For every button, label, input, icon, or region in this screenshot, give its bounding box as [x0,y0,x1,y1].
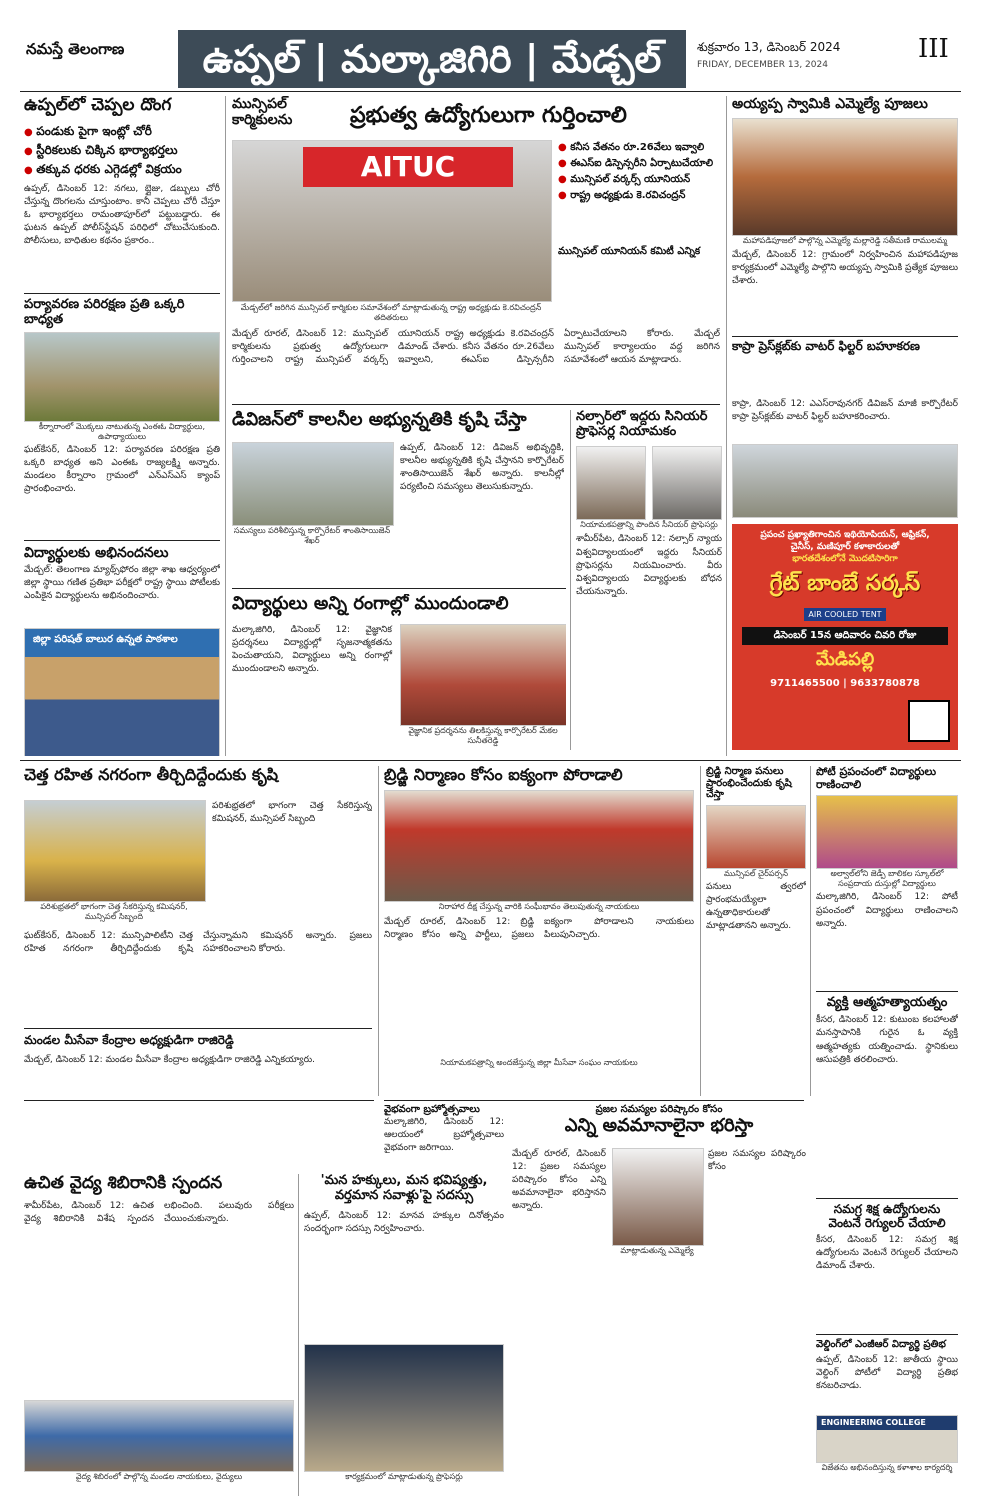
vaikunta-headline: వైభవంగా బ్రహ్మోత్సవాలు [384,1104,480,1115]
professor-photo [576,446,646,520]
filter-photo [732,444,958,518]
rights-photo [304,1344,504,1472]
qr-code-icon [908,700,950,742]
samagra-headline: సమగ్ర శిక్ష ఉద్యోగులను వెంటనే రెగ్యులర్ చేయాలి [828,1202,946,1231]
nalsar-article [576,410,722,750]
colony-body: ఉప్పల్, డిసెంబర్ 12: డివిజన్ అభివృద్ధికి, కాలనీల అభ్యున్నతికి కృషి చేస్తానని కార్పొరేటర్ శాంతిసాయిజెన్ శేఖర్ అన్నారు. కాలనీల్లో పర్యటించి సమస్యలు తెలుసుకున్నారు. [400,443,564,493]
right-lower-column [816,766,958,1498]
medical-headline: ఉచిత వైద్య శిబిరానికి స్పందన [24,1174,223,1193]
ayyappa-photo [732,118,958,236]
aituc-bullet: ● రాష్ట్ర అధ్యక్షుడు కె.రవిచంద్రన్ [558,188,720,204]
env-photo [24,332,220,422]
congrats-body: మేడ్చల్: తెలంగాణ మ్యాథ్స్‌ఫోరం జిల్లా శాఖ ఆధ్వర్యంలో జిల్లా స్థాయి గణిత ప్రతిభా పరీక్షలో రాష్ట్ర స్థాయి పోటీలకు ఎంపికైన విద్యార్థులను అభినందించారు. [24,565,220,602]
students-caption: వైజ్ఞానిక ప్రదర్శనను తిలకిస్తున్న కార్పొరేటర్ మేకల సునీతరెడ్డి [408,726,558,745]
filter-article [732,398,958,520]
meeseva-body: మేడ్చల్, డిసెంబర్ 12: మండల మీసేవా కేంద్రాల అధ్యక్షుడిగా రాజిరెడ్డి ఎన్నికయ్యారు. [24,1055,315,1065]
medical-photo [24,1400,294,1472]
date-english: FRIDAY, DECEMBER 13, 2024 [697,60,828,70]
welding-photo [816,1415,958,1463]
vaikunta-body: మల్కాజిగిరి, డిసెంబర్ 12: ఆలయంలో బ్రహ్మోత్సవాలు వైభవంగా జరిగాయి. [384,1116,504,1153]
nalsar-body: శామీర్‌పేట, డిసెంబర్ 12: నల్సార్ న్యాయ విశ్వవిద్యాలయంలో ఇద్దరు సీనియర్ ప్రొఫెసర్లను నియమించారు. వీరు విశ్వవిద్యాలయ విద్యార్థులకు బోధన చేయనున్నారు. [576,534,722,597]
ad-place: మేడిపల్లి [815,649,875,671]
thief-headline: ఉప్పల్‌లో చెప్పల దొంగ [24,96,172,115]
ad-line1: ప్రపంచ ప్రఖ్యాతిగాంచిన ఇథియోపియన్, ఆఫ్రికన్, [760,530,930,540]
students-body: మల్కాజిగిరి, డిసెంబర్ 12: వైజ్ఞానిక ప్రదర్శనలు విద్యార్థుల్లో సృజనాత్మకతను పెంచుతాయని, విద్యార్థులు అన్ని రంగాల్లో ముందుండాలని అన్నారు. [232,625,392,675]
filter-body: కాప్రా, డిసెంబర్ 12: ఎఎస్‌రావునగర్ డివిజన్ మాజీ కార్పొరేటర్ కాప్రా ప్రెస్‌క్లబ్‌కు వాటర్ ఫిల్టర్ బహూకరించారు. [732,399,958,423]
bridge-works-article [706,766,806,1096]
masthead [0,0,981,92]
students-photo [400,624,566,726]
bridge-article [384,766,694,1056]
rights-caption: కార్యక్రమంలో మాట్లాడుతున్న ప్రొఫెసర్లు [345,1471,463,1481]
rights-headline: 'మన హక్కులు, మన భవిష్యత్తు, వర్తమాన సవాళ్లు'పై సదస్సు [320,1174,488,1203]
competition-headline: పోటీ ప్రపంచంలో విద్యార్థులు రాణించాలి [816,766,937,791]
insults-body: మేడ్చల్ రూరల్, డిసెంబర్ 12: ప్రజల సమస్యల పరిష్కారం కోసం ఎన్ని అవమానాలైనా భరిస్తానని అన్నారు. [512,1149,606,1212]
aituc-article [232,96,720,396]
clean-city-body: ఘట్‌కేసర్, డిసెంబర్ 12: మున్సిపాలిటీని చెత్త రహిత నగరంగా తీర్చిదిద్దేందుకు కృషి చేస్తున్నామని కమిషనర్ అన్నారు. ప్రజలు సహకరించాలని కోరారు. [24,931,372,955]
insults-headline: ఎన్ని అవమానాలైనా భరిస్తా [564,1114,754,1136]
colony-photo [232,442,394,526]
ayyappa-caption: మహాపడిపూజలో పాల్గొన్న ఎమ్మెల్యే మల్లారెడ్డి సతీమణి రాములమ్మ [742,236,948,246]
edition-title: ఉప్పల్ | మల్కాజిగిరి | మేడ్చల్ [178,30,686,88]
clean-city-caption: పరిశుభ్రతలో భాగంగా చెత్త సేకరిస్తున్న కమిషనర్, మున్సిపల్ సిబ్బంది [40,902,188,921]
page-number: III [918,34,949,64]
aituc-kicker: మున్సిపల్ కార్మికులను [232,96,293,129]
left-column [24,96,220,756]
samagra-body: కీసర, డిసెంబర్ 12: సమగ్ర శిక్ష ఉద్యోగులను వెంటనే రెగ్యులర్ చేయాలని డిమాండ్ చేశారు. [816,1235,958,1272]
thief-body: ఉప్పల్, డిసెంబర్ 12: నగలు, బ్లైజు, డబ్బులు చోరీ చేస్తున్న దొంగలను చూస్తుంటాం. కానీ చెప్పలు చోరీ చేస్తూ ఓ భార్యాభర్తలు రామంతాపూర్‌లో పట్టుబడ్డారు. ఈ ఘటన ఉప్పల్ పోలీస్‌స్టేషన్ పరిధిలో చోటుచేసుకుంది. పోలీసులు, బాధితుల కథనం ప్రకారం.. [24,184,220,247]
chairperson-photo [706,805,806,869]
welding-body: ఉప్పల్, డిసెంబర్ 12: జాతీయ స్థాయి వెల్డింగ్ పోటీలో విద్యార్థి ప్రతిభ కనబరిచాడు. [816,1354,958,1391]
medical-body: శామీర్‌పేట, డిసెంబర్ 12: ఉచిత వైద్య శిబిరానికి విశేష స్పందన లభించింది. పలువురు పరీక్షలు చేయించుకున్నారు. [24,1200,294,1224]
suicide-body: కీసర, డిసెంబర్ 12: కుటుంబ కలహాలతో మనస్తాపానికి గురైన ఓ వ్యక్తి ఆత్మహత్యకు యత్నించాడు. స్థానికులు ఆసుపత్రికి తరలించారు. [816,1015,958,1065]
professor-photo [652,446,722,520]
colony-article [232,410,564,582]
medical-article [24,1174,294,1496]
thief-bullet: ● తక్కువ ధరకు ఎగ్గెడల్లో విక్రయం [24,160,220,179]
colony-headline: డివిజన్‌లో కాలనీల అభ్యున్నతికి కృషి చేస్తా [232,410,527,430]
bridge-works-body: పనులు త్వరలో ప్రారంభమయ్యేలా ఉన్నతాధికారులతో మాట్లాడతానని అన్నారు. [706,882,806,932]
insults-body-2: ప్రజల సమస్యల పరిష్కారం కోసం [708,1149,806,1173]
bridge-works-caption: మున్సిపల్ చైర్‌పర్సన్ [724,868,788,878]
aituc-bullet: ● మున్సిపల్ వర్కర్స్ యూనియన్ [558,172,720,188]
bridge-body: మేడ్చల్ రూరల్, డిసెంబర్ 12: బ్రిడ్జి నిర్మాణం కోసం అన్ని పార్టీలు, ప్రజలు ఐక్యంగా పోరాడాలని నాయకులు పిలుపునిచ్చారు. [384,916,694,941]
ayyappa-headline: అయ్యప్ప స్వామికి ఎమ్మెల్యే పూజలు [732,96,928,112]
mla-photo [612,1148,704,1246]
circus-ad [732,524,958,750]
env-caption: కీర్నారాంలో మొక్కలు నాటుతున్న ఎంఈఓ విద్యార్థులు, ఉపాధ్యాయులు [38,421,205,441]
aituc-caption: మేడ్చల్‌లో జరిగిన మున్సిపల్ కార్మికుల సమావేశంలో మాట్లాడుతున్న రాష్ట్ర అధ్యక్షుడు కె.రవిచంద్రన్ తదితరులు [240,303,542,322]
welding-caption: విజేతను అభినందిస్తున్న కళాశాల కార్యదర్శి [821,1462,953,1472]
bridge-headline: బ్రిడ్జి నిర్మాణం కోసం ఐక్యంగా పోరాడాలి [384,766,623,784]
insults-kicker: ప్రజల సమస్యల పరిష్కారం కోసం [595,1104,723,1115]
school-sign: జిల్లా పరిషత్ బాలుర ఉన్నత పాఠశాల [33,634,178,646]
aituc-body: మేడ్చల్ రూరల్, డిసెంబర్ 12: మున్సిపల్ కార్మికులను ప్రభుత్వ ఉద్యోగులుగా గుర్తించాలని రాష్ట్ర మున్సిపల్ వర్కర్స్ యూనియన్ రాష్ట్ర అధ్యక్షుడు కె.రవిచంద్రన్ డిమాండ్ చేశారు. కనీస వేతనం రూ.26వేలు ఇవ్వాలని, ఈఎస్ఐ డిస్పెన్సరీని ఏర్పాటుచేయాలని కోరారు. మేడ్చల్ మున్సిపల్ కార్యాలయం వద్ద జరిగిన సమావేశంలో ఆయన మాట్లాడారు. [232,329,720,366]
filter-headline: కాప్రా ప్రెస్‌క్లబ్‌కు వాటర్ ఫిల్టర్ బహూకరణ [732,338,920,353]
env-headline: పర్యావరణ పరిరక్షణ ప్రతి ఒక్కరి బాధ్యత [24,297,185,328]
ad-tag: AIR COOLED TENT [804,608,885,621]
clean-city-headline: చెత్త రహిత నగరంగా తీర్చిదిద్దేందుకు కృషి [24,766,279,784]
college-sign: ENGINEERING COLLEGE [821,1417,926,1427]
ad-phone: 9711465500 | 9633780878 [770,678,920,690]
colony-caption: సమస్యలు పరిశీలిస్తున్న కార్పొరేటర్ శాంతిసాయిజెన్ శేఖర్ [233,526,391,545]
congrats-headline: విద్యార్థులకు అభినందనలు [24,545,169,562]
competition-caption: అల్వాల్‌లోని జెడ్పీ బాలికల స్కూల్‌లో సంప్రదాయ దుస్తుల్లో విద్యార్థులు [830,869,944,888]
competition-photo [816,795,958,869]
suicide-headline: వ్యక్తి ఆత్మహత్యాయత్నం [826,995,948,1011]
thief-bullet: ● స్టీరికలుకు చిక్కిన భార్యాభర్తలు [24,141,220,160]
ad-line3: భారతదేశంలోనే మొదటిసారిగా [792,554,898,564]
ayyappa-article [732,96,958,396]
congrats-photo [24,628,220,756]
clean-city-article [24,766,372,1094]
nalsar-headline: నల్సార్‌లో ఇద్దరు సీనియర్ ప్రొఫెసర్ల నియామకం [576,410,708,439]
ad-title: గ్రేట్ బాంబే సర్కస్ [769,571,921,596]
aituc-bullets [558,140,720,204]
newspaper-brand: నమస్తే తెలంగాణ [26,40,125,58]
aituc-photo [232,140,552,302]
ad-date: డిసెంబర్ 15న ఆదివారం చివరి రోజు [742,627,948,645]
insults-article [512,1104,806,1496]
ad-line2: చైనీస్, మణిపూర్ కళాకారులతో [790,542,900,552]
aituc-bullet: ● ఈఎస్ఐ డిస్పెన్సరీని ఏర్పాటుచేయాలి [558,156,720,172]
clean-city-photo [24,800,206,902]
bridge-caption: నిరాహార దీక్ష చేస్తున్న వారికి సంఘీభావం తెలుపుతున్న నాయకులు [438,902,640,912]
aituc-headline: ప్రభుత్వ ఉద్యోగులుగా గుర్తించాలి [350,102,627,128]
students-article [232,594,566,754]
env-body: ఘట్‌కేసర్, డిసెంబర్ 12: పర్యావరణ పరిరక్షణ ప్రతి ఒక్కరి బాధ్యత అని ఎంఈఓ రాజ్యలక్ష్మి అన్నారు. మండలం కీర్నారాం గ్రామంలో ఎన్‌ఎస్‌ఎస్ క్యాంప్ ప్రారంభించారు. [24,445,220,495]
bridge-works-headline: బ్రిడ్జి నిర్మాణ పనులు ప్రారంభించేందుకు కృషి చేస్తా [706,766,792,800]
vaikunta-article [384,1104,504,1170]
students-headline: విద్యార్థులు అన్ని రంగాల్లో ముందుండాలి [232,594,509,614]
masthead-rule [20,91,961,92]
meeseva-caption: నియామకపత్రాన్ని అందజేస్తున్న జిల్లా మీసేవా సంఘం నాయకులు [440,1058,638,1067]
nalsar-caption: నియామకపత్రాన్ని పొందిన సీనియర్ ప్రొఫెసర్లు [580,519,718,529]
competition-body: మల్కాజిగిరి, డిసెంబర్ 12: పోటీ ప్రపంచంలో విద్యార్థులు రాణించాలని అన్నారు. [816,892,958,929]
rights-body: ఉప్పల్, డిసెంబర్ 12: మానవ హక్కుల దినోత్సవం సందర్భంగా సదస్సు నిర్వహించారు. [304,1210,504,1234]
meeseva-photo-block [384,1058,694,1098]
clean-city-body-2: పరిశుభ్రతలో భాగంగా చెత్త సేకరిస్తున్న కమిషనర్, మున్సిపల్ సిబ్బంది [212,801,372,825]
aituc-banner: AITUC [303,147,513,187]
bridge-photo [384,790,694,902]
aituc-bullet: ● కనీస వేతనం రూ.26వేలు ఇవ్వాలి [558,140,720,156]
meeseva-headline: మండల మీసేవా కేంద్రాల అధ్యక్షుడిగా రాజిరెడ్డి [24,1033,234,1047]
date-telugu: శుక్రవారం 13, డిసెంబర్ 2024 [697,40,841,54]
rights-article [304,1174,504,1496]
ayyappa-body: మేడ్చల్, డిసెంబర్ 12: గ్రామంలో నిర్వహించిన మహాపడిపూజ కార్యక్రమంలో ఎమ్మెల్యే పాల్గొని అయ్యప్ప స్వామికి ప్రత్యేక పూజలు చేశారు. [732,249,958,286]
medical-caption: వైద్య శిబిరంలో పాల్గొన్న మండల నాయకులు, వైద్యులు [75,1471,243,1481]
thief-bullet: ● పండుకు పైగా ఇంట్లో చోరీ [24,122,220,141]
aituc-subhead: మున్సిపల్ యూనియన్ కమిటీ ఎన్నిక [558,246,701,257]
welding-headline: వెల్డింగ్‌లో ఎంజీఆర్ విద్యార్థి ప్రతిభ [816,1339,946,1350]
insults-caption: మాట్లాడుతున్న ఎమ్మెల్యే [620,1246,694,1255]
thief-bullets [24,122,220,180]
